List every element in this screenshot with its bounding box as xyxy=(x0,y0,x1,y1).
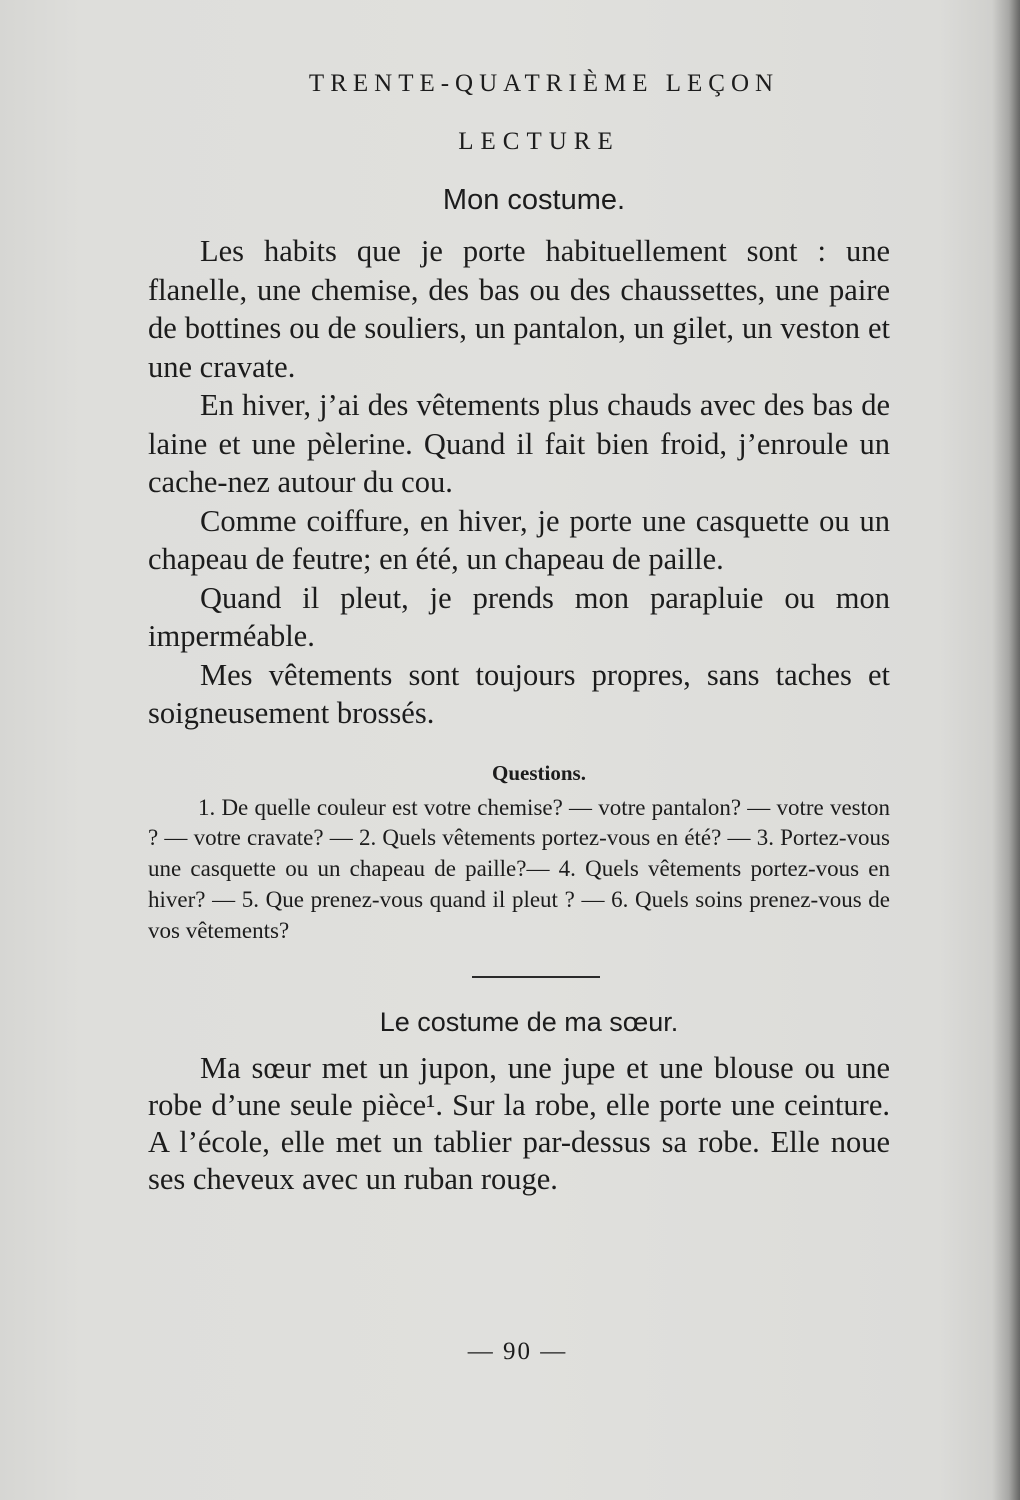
section-label: LECTURE xyxy=(458,128,620,155)
lesson-title: TRENTE-QUATRIÈME LEÇON xyxy=(308,70,780,97)
reading-paragraph: Mes vêtements sont toujours propres, sans taches et soigneusement brossés. xyxy=(148,657,890,730)
section-divider xyxy=(472,976,600,978)
reading-paragraph: Quand il pleut, je prends mon parapluie ou mon imperméable. xyxy=(148,580,890,653)
second-reading-title: Le costume de ma sœur. xyxy=(379,1007,679,1038)
page-number xyxy=(0,1338,1020,1366)
reading-title: Mon costume. xyxy=(442,184,626,216)
reading-paragraph: Comme coiffure, en hiver, je porte une casquette ou un chapeau de feutre; en été, un chapeau de paille. xyxy=(148,503,890,576)
page-content xyxy=(148,62,890,1198)
page-edge-shadow xyxy=(992,0,1020,1500)
second-reading-text xyxy=(148,1050,890,1198)
reading-text xyxy=(148,232,890,733)
reading-paragraph: Les habits que je porte habituellement sont : une flanelle, une chemise, des bas ou des chaussettes, une paire de bottines ou de souliers, un pantalon, un gilet, un veston et une cravate. xyxy=(148,234,890,384)
reading-paragraph: En hiver, j’ai des vêtements plus chauds avec des bas de laine et une pèlerine. Quand il fait bien froid, j’enroule un cache-nez autour du cou. xyxy=(148,388,890,499)
page-number-label: — 90 — xyxy=(467,1338,568,1365)
second-reading-paragraph: Ma sœur met un jupon, une jupe et une blouse ou une robe d’une seule pièce¹. Sur la robe, elle porte une ceinture. A l’école, elle met un tablier par-dessus sa robe. Elle noue ses cheveux avec un ruban rouge. xyxy=(148,1051,890,1197)
questions-text: 1. De quelle couleur est votre chemise? — votre pantalon? — votre veston ? — votre cravate? — 2. Quels vêtements portez-vous en été? — 3. Portez-vous une casquette ou un chapeau de paille?— 4. Quels vêtements portez-vous en hiver? — 5. Que prenez-vous quand il pleut ? — 6. Quels soins prenez-vous de vos vêtements? xyxy=(148,794,890,943)
questions-title: Questions. xyxy=(492,760,586,785)
